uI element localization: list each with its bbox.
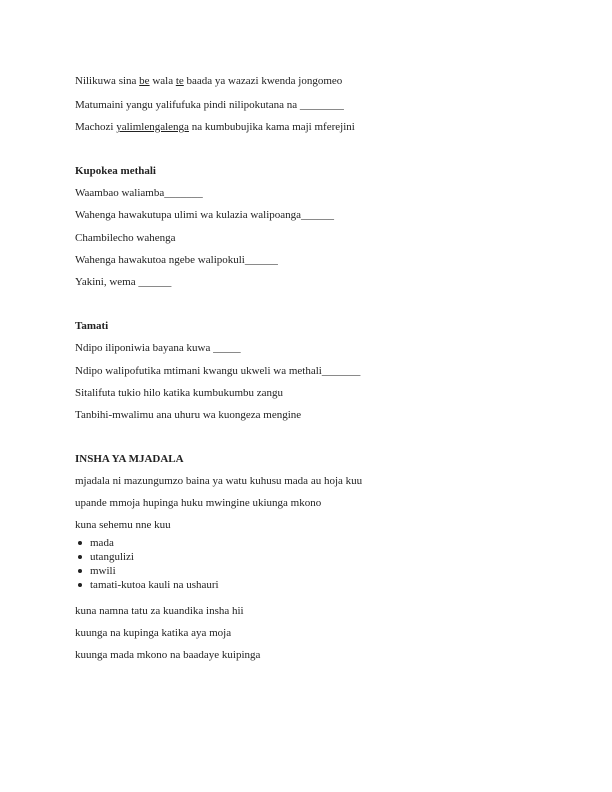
text-fragment: wala bbox=[149, 75, 176, 87]
heading-insha-ya-mjadala: INSHA YA MJADALA bbox=[75, 453, 184, 465]
underlined-word: be bbox=[139, 75, 150, 87]
list-item: Chambilecho wahenga bbox=[75, 232, 176, 244]
sentence-line-2: Matumaini yangu yalifufuka pindi nilipokutana na ________ bbox=[75, 99, 344, 111]
sentence-line-1 bbox=[75, 75, 342, 88]
bullet-item: mwili bbox=[75, 564, 219, 578]
list-item: Wahenga hawakutupa ulimi wa kulazia walipoanga______ bbox=[75, 209, 335, 221]
list-item: Tanbihi-mwalimu ana uhuru wa kuongeza mengine bbox=[75, 409, 302, 421]
heading-tamati: Tamati bbox=[75, 320, 109, 332]
list-item: Sitalifuta tukio hilo katika kumbukumbu zangu bbox=[75, 387, 284, 399]
paragraph-line: mjadala ni mazungumzo baina ya watu kuhusu mada au hoja kuu bbox=[75, 475, 363, 487]
text-fragment: Machozi bbox=[75, 121, 117, 133]
bullet-item: utangulizi bbox=[75, 550, 219, 564]
text-fragment: baada ya wazazi kwenda jongomeo bbox=[183, 75, 343, 87]
paragraph-line: kuna namna tatu za kuandika insha hii bbox=[75, 605, 244, 617]
text-fragment: na kumbubujika kama maji mferejini bbox=[188, 121, 355, 133]
list-item: Yakini, wema ______ bbox=[75, 276, 172, 288]
sentence-line-3 bbox=[75, 121, 355, 134]
bullet-list bbox=[75, 536, 219, 592]
underlined-word: yalimlengalenga bbox=[116, 121, 189, 133]
list-item: Waambao waliamba_______ bbox=[75, 187, 203, 199]
bullet-item: mada bbox=[75, 536, 219, 550]
list-item: Wahenga hawakutoa ngebe walipokuli______ bbox=[75, 254, 278, 266]
paragraph-line: kuunga mada mkono na baadaye kuipinga bbox=[75, 649, 261, 661]
paragraph-line: upande mmoja hupinga huku mwingine ukiunga mkono bbox=[75, 497, 322, 509]
underlined-word: te bbox=[175, 75, 184, 87]
list-item: Ndipo iliponiwia bayana kuwa _____ bbox=[75, 342, 241, 354]
paragraph-line: kuunga na kupinga katika aya moja bbox=[75, 627, 232, 639]
paragraph-line: kuna sehemu nne kuu bbox=[75, 519, 171, 531]
text-fragment: Nilikuwa sina bbox=[75, 75, 140, 87]
bullet-item: tamati-kutoa kauli na ushauri bbox=[75, 578, 219, 592]
heading-kupokea-methali: Kupokea methali bbox=[75, 165, 156, 177]
list-item: Ndipo walipofutika mtimani kwangu ukweli wa methali_______ bbox=[75, 365, 361, 377]
